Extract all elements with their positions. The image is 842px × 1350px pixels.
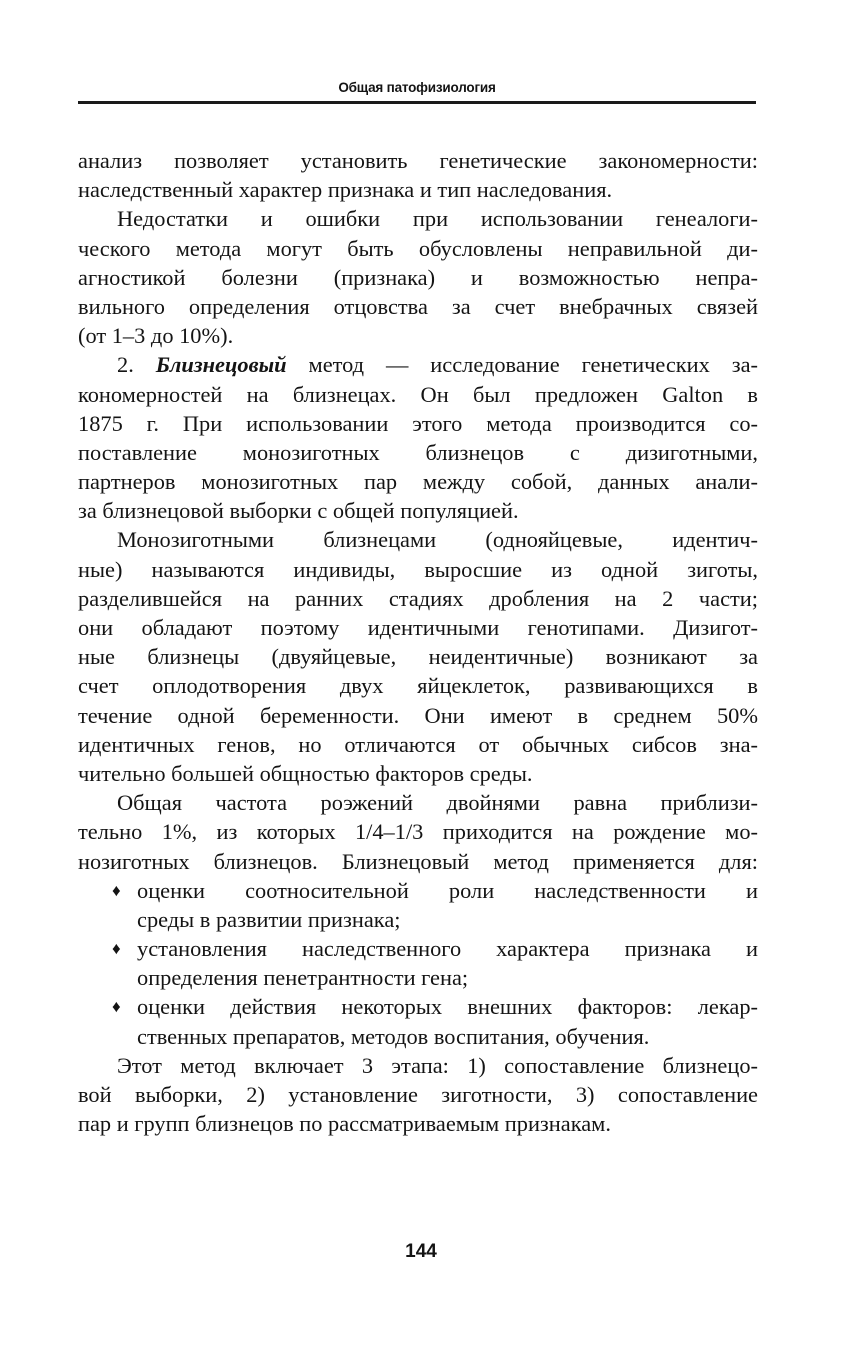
text-line: партнеров монозиготных пар между собой, данных анали- xyxy=(78,469,758,495)
text-line: вой выборки, 2) установление зиготности, 3) сопоставление xyxy=(78,1082,758,1107)
text-line: ческого метода могут быть обусловлены неправильной ди- xyxy=(78,235,758,261)
diamond-bullet-icon: ♦ xyxy=(112,880,121,900)
text-line: (от 1–3 до 10%). xyxy=(78,323,234,349)
text-line: Общая частота роэжений двойнями равна приблизи- xyxy=(117,790,758,816)
text-fragment: метод — исследование генетических за- xyxy=(286,352,758,378)
list-number: 2. xyxy=(117,352,156,378)
diamond-bullet-icon: ♦ xyxy=(112,997,121,1017)
bullet-text: оценки соотносительной роли наследственности и xyxy=(137,877,758,903)
text-line: за близнецовой выборки с общей популяцией. xyxy=(78,498,519,524)
text-line: Этот метод включает 3 этапа: 1) сопоставление близнецо- xyxy=(117,1052,758,1078)
running-header xyxy=(78,79,756,104)
text-line: вильного определения отцовства за счет внебрачных связей xyxy=(78,293,758,319)
text-line: тельно 1%, из которых 1/4–1/3 приходится на рождение мо- xyxy=(78,819,758,845)
text-line: идентичных генов, но отличаются от обычных сибсов зна- xyxy=(78,731,758,757)
bullet-text-cont: определения пенетрантности гена; xyxy=(137,965,469,991)
text-line: они обладают поэтому идентичными генотипами. Дизигот- xyxy=(78,615,758,640)
bullet-item xyxy=(78,992,758,1021)
bullet-item xyxy=(78,876,758,905)
bullet-text: оценки действия некоторых внешних факторов: лекар- xyxy=(137,994,758,1020)
bullet-text-cont: среды в развитии признака; xyxy=(137,906,401,932)
text-line: Монозиготными близнецами (однояйцевые, идентич- xyxy=(117,527,758,553)
bullet-text-cont: ственных препаратов, методов воспитания, обучения. xyxy=(137,1023,650,1049)
text-line: 1875 г. При использовании этого метода производится со- xyxy=(78,410,758,436)
text-line: Недостатки и ошибки при использовании генеалоги- xyxy=(117,206,758,232)
text-line: счет оплодотворения двух яйцеклеток, развивающихся в xyxy=(78,673,758,699)
text-line: нозиготных близнецов. Близнецовый метод применяется для: xyxy=(78,848,758,874)
diamond-bullet-icon: ♦ xyxy=(112,939,121,959)
text-line: анализ позволяет установить генетические закономерности: xyxy=(78,148,758,173)
text-line: ные близнецы (двуяйцевые, неидентичные) возникают за xyxy=(78,644,758,670)
text-line: кономерностей на близнецах. Он был предложен Galton в xyxy=(78,381,758,407)
running-header-title: Общая патофизиология xyxy=(338,80,496,95)
body-text xyxy=(78,146,758,1138)
text-line: разделившейся на ранних стадиях дробления на 2 части; xyxy=(78,585,758,611)
text-line: поставление монозиготных близнецов с дизиготными, xyxy=(78,439,758,465)
page-number: 144 xyxy=(405,1241,437,1262)
text-line: наследственный характер признака и тип наследования. xyxy=(78,177,613,203)
bullet-item xyxy=(78,934,758,963)
text-line xyxy=(78,350,758,379)
term-emphasis: Близнецовый xyxy=(155,352,287,378)
text-line: агностикой болезни (признака) и возможностью непра- xyxy=(78,264,758,290)
text-line: чительно большей общностью факторов среды. xyxy=(78,760,533,786)
text-line: течение одной беременности. Они имеют в среднем 50% xyxy=(78,702,758,728)
text-line: пар и групп близнецов по рассматриваемым признакам. xyxy=(78,1111,611,1137)
text-line: ные) называются индивиды, выросшие из одной зиготы, xyxy=(78,556,758,582)
bullet-text: установления наследственного характера признака и xyxy=(137,936,758,962)
